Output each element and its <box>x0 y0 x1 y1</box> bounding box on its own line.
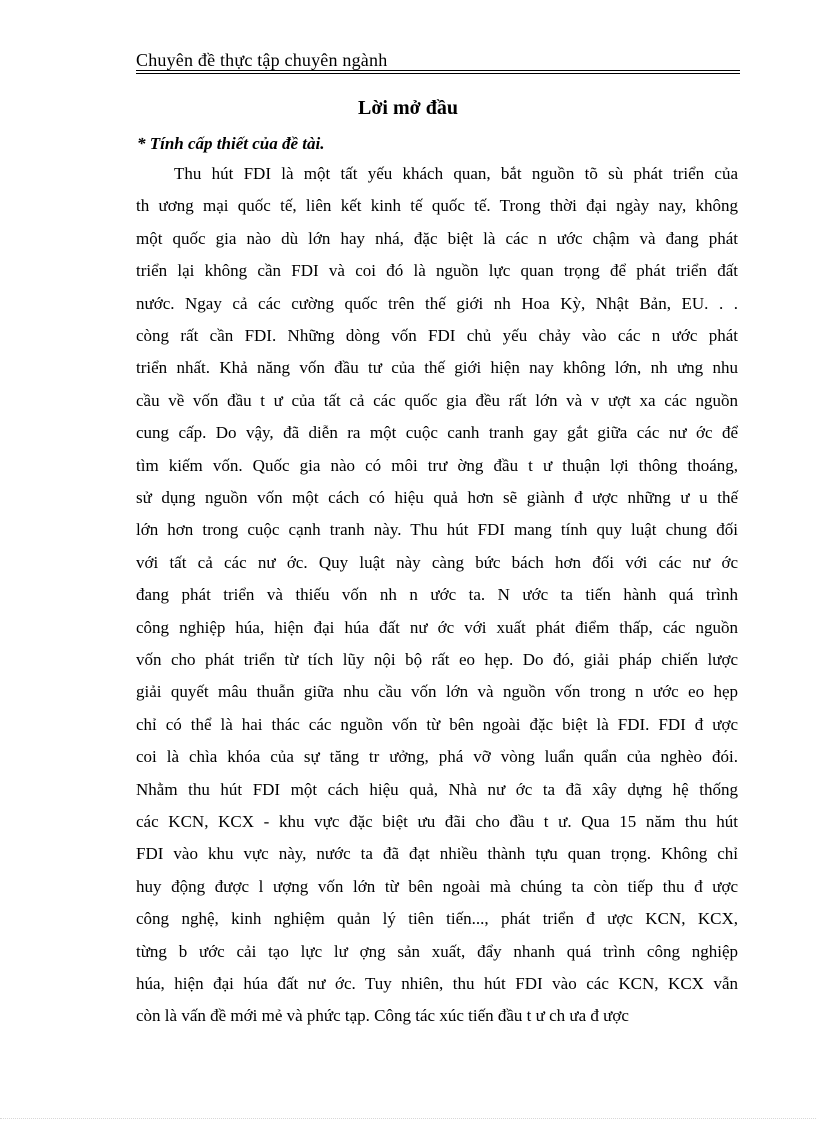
paragraph-line: huy động được l ượng vốn lớn từ bên ngoài mà chúng ta còn tiếp thu đ ược <box>136 876 738 896</box>
paragraph-line: FDI vào khu vực này, nước ta đã đạt nhiều thành tựu quan trọng. Không chỉ <box>136 844 738 864</box>
paragraph-line: một quốc gia nào dù lớn hay nhá, đặc biệt là các n ước chậm và đang phát <box>136 228 738 248</box>
paragraph-line: cung cấp. Do vậy, đã diễn ra một cuộc canh tranh gay gắt giữa các nư ớc để <box>136 423 738 443</box>
paragraph-line: Nhằm thu hút FDI một cách hiệu quả, Nhà nư ớc ta đã xây dựng hệ thống <box>136 779 738 799</box>
paragraph-line: còn là vấn đề mới mẻ và phức tạp. Công tác xúc tiến đầu t ư ch ưa đ ược <box>136 1006 629 1026</box>
paragraph-line: giải quyết mâu thuẫn giữa nhu cầu vốn lớn và nguồn vốn trong n ước eo hẹp <box>136 682 738 702</box>
paragraph-line: chỉ có thể là hai thác các nguồn vốn từ bên ngoài đặc biệt là FDI. FDI đ ược <box>136 714 738 734</box>
paragraph-line: triển lại không cần FDI và coi đó là nguồn lực quan trọng để phát triển đất <box>136 261 738 281</box>
running-header: Chuyên đề thực tập chuyên ngành <box>136 50 388 70</box>
paragraph-line: còng rất cần FDI. Những dòng vốn FDI chủ yếu chảy vào các n ước phát <box>136 326 738 345</box>
paragraph-line: coi là chìa khóa của sự tăng tr ưởng, phá vỡ vòng luẩn quẩn của nghèo đói. <box>136 747 738 767</box>
paragraph-line: th ương mại quốc tế, liên kết kinh tế quốc tế. Trong thời đại ngày nay, không <box>136 196 738 216</box>
header-rule-bottom <box>136 73 740 74</box>
header-rule-top <box>136 70 740 71</box>
paragraph-line: tìm kiếm vốn. Quốc gia nào có môi trư ờng đầu t ư thuận lợi thông thoáng, <box>136 455 738 475</box>
paragraph-line: đang phát triển và thiếu vốn nh n ước ta. N ước ta tiến hành quá trình <box>136 585 738 605</box>
page-bottom-border <box>0 1118 816 1119</box>
paragraph-line: với tất cả các nư ớc. Quy luật này càng bức bách hơn đối với các nư ớc <box>136 552 738 572</box>
paragraph-line: lớn hơn trong cuộc cạnh tranh này. Thu hút FDI mang tính quy luật chung đối <box>136 520 738 540</box>
paragraph-line: cầu về vốn đầu t ư của tất cả các quốc gia đều rất lớn và v ượt xa các nguồn <box>136 390 738 410</box>
paragraph-line: công nghiệp húa, hiện đại húa đất nư ớc với xuất phát điểm thấp, các nguồn <box>136 617 738 637</box>
paragraph-line: sử dụng nguồn vốn một cách có hiệu quả hơn sẽ giành đ ược những ư u thế <box>136 488 738 507</box>
paragraph-line: nước. Ngay cả các cường quốc trên thế giới nh Hoa Kỳ, Nhật Bản, EU. . . <box>136 293 738 313</box>
paragraph-line: công nghệ, kinh nghiệm quản lý tiên tiến..., phát triển đ ược KCN, KCX, <box>136 909 738 929</box>
paragraph-line: Thu hút FDI là một tất yếu khách quan, bắt nguồn tõ sù phát triển của <box>174 164 738 183</box>
page-title: Lời mở đầu <box>358 97 458 119</box>
paragraph-line: vốn cho phát triển từ tích lũy nội bộ rất eo hẹp. Do đó, giải pháp chiến lược <box>136 650 738 669</box>
paragraph-line: từng b ước cải tạo lực lư ợng sản xuất, đẩy nhanh quá trình công nghiệp <box>136 941 738 961</box>
paragraph-line: triển nhất. Khả năng vốn đầu tư của thế giới hiện nay không lớn, nh ưng nhu <box>136 358 738 378</box>
paragraph-line: các KCN, KCX - khu vực đặc biệt ưu đãi cho đầu t ư. Qua 15 năm thu hút <box>136 812 738 831</box>
paragraph-line: húa, hiện đại húa đất nư ớc. Tuy nhiên, thu hút FDI vào các KCN, KCX vẫn <box>136 974 738 993</box>
section-heading: * Tính cấp thiết của đề tài. <box>137 134 325 153</box>
